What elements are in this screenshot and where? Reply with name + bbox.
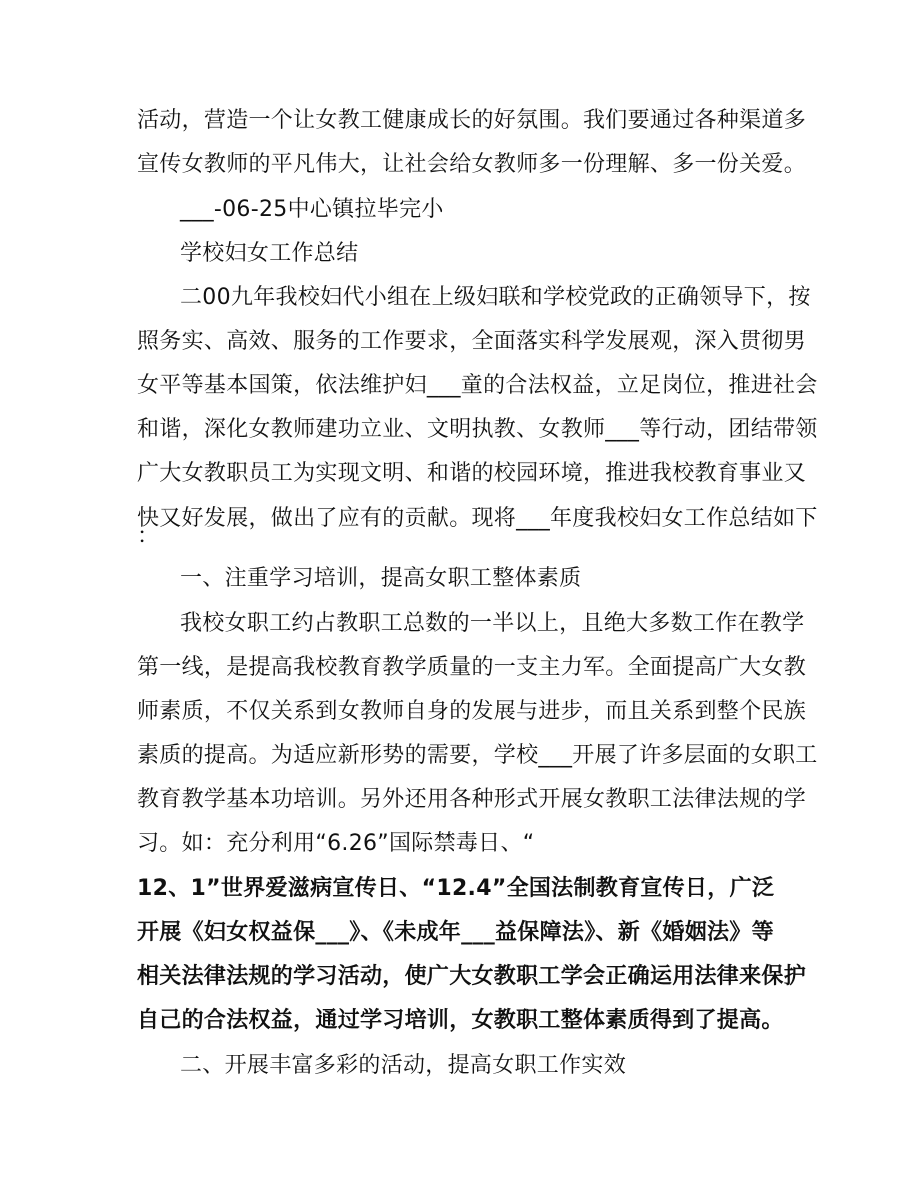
section-heading-2: 二、开展丰富多彩的活动，提高女职工作实效 — [180, 1053, 627, 1078]
paragraph-line: 活动，营造一个让女教工健康成长的好氛围。我们要通过各种渠道多 — [137, 108, 807, 133]
paragraph-line-bold: 相关法律法规的学习活动，使广大女教职工学会正确运用法律来保护 — [137, 964, 807, 989]
paragraph-line: 习。如：充分利用“6.26”国际禁毒日、“ — [137, 831, 535, 856]
paragraph-line-bold: 开展《妇女权益保___》、《未成年___益保障法》、新《婚姻法》等 — [137, 920, 774, 945]
paragraph-line: 女平等基本国策，依法维护妇___童的合法权益，立足岗位，推进社会 — [137, 373, 818, 398]
paragraph-line: 教育教学基本功培训。另外还用各种形式开展女教职工法律法规的学 — [137, 787, 807, 812]
paragraph-line: 广大女教职员工为实现文明、和谐的校园环境，推进我校教育事业又 — [137, 461, 807, 486]
paragraph-line: 第一线，是提高我校教育教学质量的一支主力军。全面提高广大女教 — [137, 655, 807, 680]
paragraph-line: 快又好发展，做出了应有的贡献。现将___年度我校妇女工作总结如下 — [137, 506, 818, 531]
paragraph-line: 我校女职工约占教职工总数的一半以上，且绝大多数工作在教学 — [180, 611, 805, 636]
paragraph-line: 师素质，不仅关系到女教师自身的发展与进步，而且关系到整个民族 — [137, 699, 807, 724]
paragraph-line-bold: 自己的合法权益，通过学习培训，女教职工整体素质得到了提高。 — [137, 1008, 784, 1033]
paragraph-line: 二00九年我校妇代小组在上级妇联和学校党政的正确领导下，按 — [180, 285, 811, 310]
paragraph-line: 照务实、高效、服务的工作要求，全面落实科学发展观，深入贯彻男 — [137, 329, 807, 354]
paragraph-line: 宣传女教师的平凡伟大，让社会给女教师多一份理解、多一份关爱。 — [137, 152, 807, 177]
document-title: 学校妇女工作总结 — [180, 241, 359, 266]
paragraph-line-bold: 12、1”世界爱滋病宣传日、“12.4”全国法制教育宣传日，广泛 — [137, 876, 775, 901]
paragraph-line: ： — [137, 524, 160, 549]
paragraph-line: 和谐，深化女教师建功立业、文明执教、女教师___等行动，团结带领 — [137, 417, 818, 442]
section-heading-1: 一、注重学习培训，提高女职工整体素质 — [180, 566, 582, 591]
date-signature-line: ___-06-25中心镇拉毕完小 — [180, 197, 444, 222]
paragraph-line: 素质的提高。为适应新形势的需要，学校___开展了许多层面的女职工 — [137, 743, 818, 768]
